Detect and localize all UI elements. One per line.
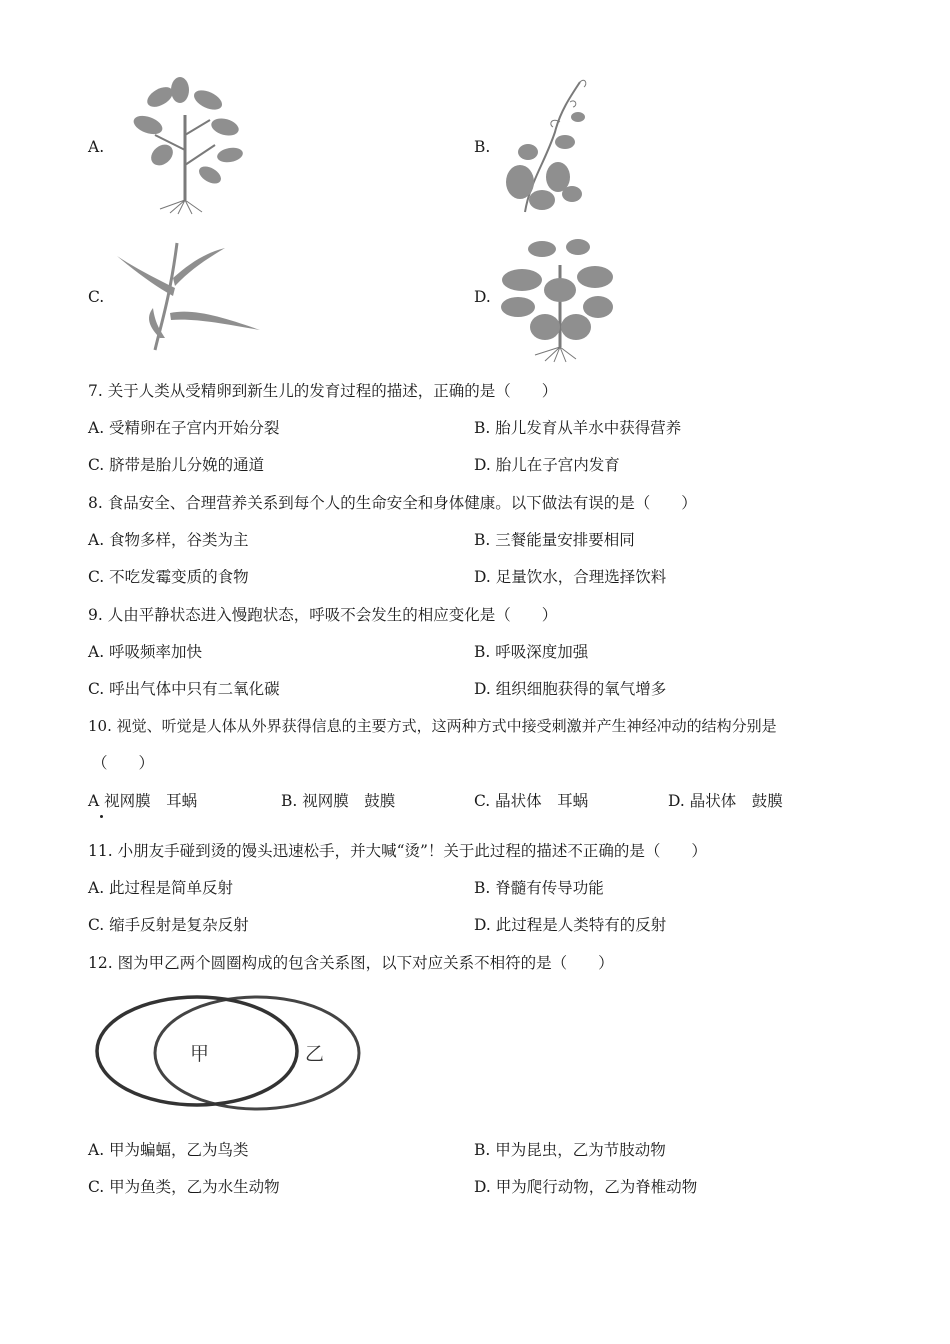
option-b: B. 视网膜 鼓膜 — [281, 792, 396, 810]
inner-circle-label: 甲 — [190, 1043, 210, 1065]
option-d: D. 甲为爬行动物，乙为脊椎动物 — [474, 1178, 698, 1196]
option-b: B. 呼吸深度加强 — [474, 643, 589, 661]
option-c: C. 甲为鱼类，乙为水生动物 — [88, 1178, 280, 1196]
outer-circle-label: 乙 — [305, 1043, 325, 1065]
option-c: C. 不吃发霉变质的食物 — [88, 568, 249, 586]
option-a: A 视网膜 耳蜗 — [88, 792, 198, 810]
soybean-plant-icon — [130, 75, 255, 215]
grass-plant-icon — [115, 238, 265, 356]
emphasis-dot — [100, 815, 103, 818]
option-d: D. 此过程是人类特有的反射 — [474, 916, 667, 934]
broadleaf-plant-icon — [500, 235, 615, 363]
option-label: B. — [474, 138, 491, 156]
option-b: B. 脊髓有传导功能 — [474, 879, 604, 897]
option-d: D. 晶状体 鼓膜 — [668, 792, 783, 810]
option-d: D. 组织细胞获得的氧气增多 — [474, 680, 667, 698]
option-c: C. 脐带是胎儿分娩的通道 — [88, 456, 265, 474]
inclusion-ellipses — [92, 985, 367, 1115]
option-c: C. 缩手反射是复杂反射 — [88, 916, 249, 934]
question-stem: 9. 人由平静状态进入慢跑状态，呼吸不会发生的相应变化是（ ） — [88, 606, 558, 624]
question-stem: 7. 关于人类从受精卵到新生儿的发育过程的描述，正确的是（ ） — [88, 382, 558, 400]
option-a: A. 呼吸频率加快 — [88, 643, 203, 661]
option-b: B. 甲为昆虫，乙为节肢动物 — [474, 1141, 666, 1159]
option-label: C. — [88, 288, 105, 306]
option-d: D. 胎儿在子宫内发育 — [474, 456, 620, 474]
option-a: A. 此过程是简单反射 — [88, 879, 234, 897]
option-b: B. 胎儿发育从羊水中获得营养 — [474, 419, 682, 437]
question-stem: 11. 小朋友手碰到烫的馒头迅速松手，并大喊“烫”！关于此过程的描述不正确的是（ ） — [88, 842, 707, 860]
option-d: D. 足量饮水，合理选择饮料 — [474, 568, 667, 586]
question-stem-continued: （ ） — [92, 754, 155, 772]
climbing-vine-plant-icon — [500, 72, 600, 217]
option-label: D. — [474, 288, 491, 306]
question-stem: 8. 食品安全、合理营养关系到每个人的生命安全和身体健康。以下做法有误的是（ ） — [88, 494, 697, 512]
option-label: A. — [88, 138, 105, 156]
option-b: B. 三餐能量安排要相同 — [474, 531, 635, 549]
question-stem: 12. 图为甲乙两个圆圈构成的包含关系图，以下对应关系不相符的是（ ） — [88, 954, 614, 972]
option-c: C. 晶状体 耳蜗 — [474, 792, 589, 810]
option-a: A. 甲为蝙蝠，乙为鸟类 — [88, 1141, 249, 1159]
option-a: A. 受精卵在子宫内开始分裂 — [88, 419, 280, 437]
question-stem: 10. 视觉、听觉是人体从外界获得信息的主要方式，这两种方式中接受刺激并产生神经冲动的结构分别是 — [88, 717, 777, 735]
option-c: C. 呼出气体中只有二氧化碳 — [88, 680, 280, 698]
option-a: A. 食物多样，谷类为主 — [88, 531, 249, 549]
